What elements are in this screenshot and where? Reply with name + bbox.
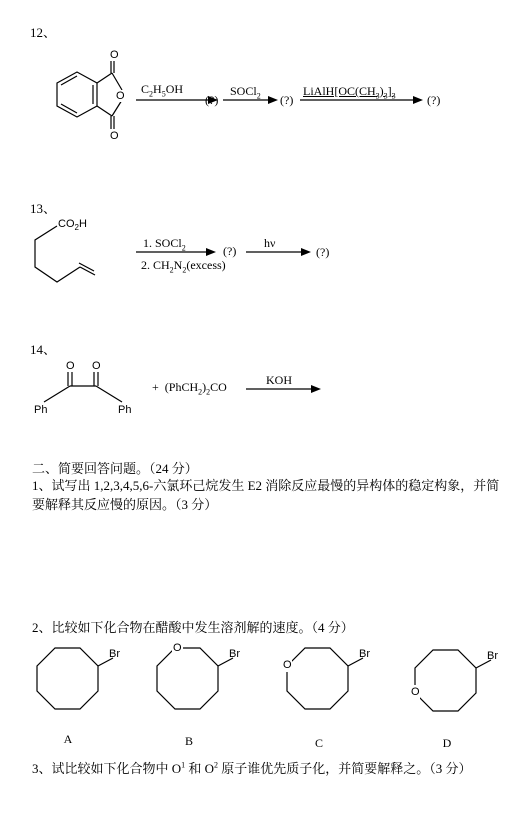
compound-c-ring <box>287 648 348 709</box>
unknown-product-4: (?) <box>223 244 237 258</box>
unknown-product-1: (?) <box>205 93 219 107</box>
question-12-number: 12、 <box>30 25 57 40</box>
bromine-b: Br <box>229 648 240 660</box>
reagent-lithium-tri-tert-butoxyaluminum-hydride: $LiAlH[OC(CH_3)_3]_3$ <box>303 84 396 101</box>
phenyl-left: Ph <box>34 404 48 416</box>
ring-oxygen-d: O <box>411 686 420 698</box>
reagent-ethanol: $C_2H_5OH$ <box>141 82 184 99</box>
compound-b-ring <box>157 648 218 709</box>
benzil-oxygen-left: O <box>66 360 75 372</box>
compound-label-a: A <box>63 732 73 746</box>
reagent-potassium-hydroxide: KOH <box>266 373 292 387</box>
unknown-product-2: (?) <box>280 93 294 107</box>
compound-label-b: B <box>184 734 193 748</box>
ring-oxygen-c: O <box>283 659 292 671</box>
carbonyl-oxygen-top: O <box>110 49 119 61</box>
question-2-2-text: 2、比较如下化合物在醋酸中发生溶剂解的速度。（4 分） <box>32 620 354 635</box>
bromine-c: Br <box>359 648 370 660</box>
unknown-product-3: (?) <box>427 93 441 107</box>
bromine-a: Br <box>109 648 120 660</box>
compound-label-c: C <box>314 736 323 750</box>
question-13-number: 13、 <box>30 201 57 216</box>
question-2-3-text: 3、试比较如下化合物中 $O^1$ 和 $O^2$ 原子谁优先质子化，并简要解释之。（3 分） <box>32 760 472 776</box>
section-2-heading: 二、简要回答问题。（24 分） <box>32 461 198 476</box>
light-symbol: hν <box>264 236 276 250</box>
phenyl-right: Ph <box>118 404 132 416</box>
carboxylic-acid-group: $CO_2H$ <box>58 218 87 233</box>
question-14-number: 14、 <box>30 342 57 357</box>
unknown-product-5: (?) <box>316 245 330 259</box>
compound-label-d: D <box>442 736 452 750</box>
phthalic-anhydride-structure <box>57 60 122 129</box>
reagent-thionyl-chloride: SOCl$_2$ <box>230 84 261 101</box>
bromine-d: Br <box>487 650 498 662</box>
carbonyl-oxygen-bottom: O <box>110 130 119 142</box>
reagent-step-1: 1. SOCl$_2$ <box>143 236 186 253</box>
benzil-oxygen-right: O <box>92 360 101 372</box>
compound-d-ring <box>415 650 476 711</box>
reagent-dibenzyl-ketone: + $(PhCH_2)_2CO$ <box>152 380 227 397</box>
compound-a-ring <box>37 648 98 709</box>
ring-oxygen-b: O <box>173 642 182 654</box>
reagent-step-2: 2. $CH_2N_2(excess)$ <box>141 258 226 275</box>
question-2-1-text: 1、试写出 1,2,3,4,5,6-六氯环己烷发生 E2 消除反应最慢的异构体的稳定构象，并简要解释其反应慢的原因。（3 分） <box>32 478 500 512</box>
ring-oxygen: O <box>116 90 125 102</box>
